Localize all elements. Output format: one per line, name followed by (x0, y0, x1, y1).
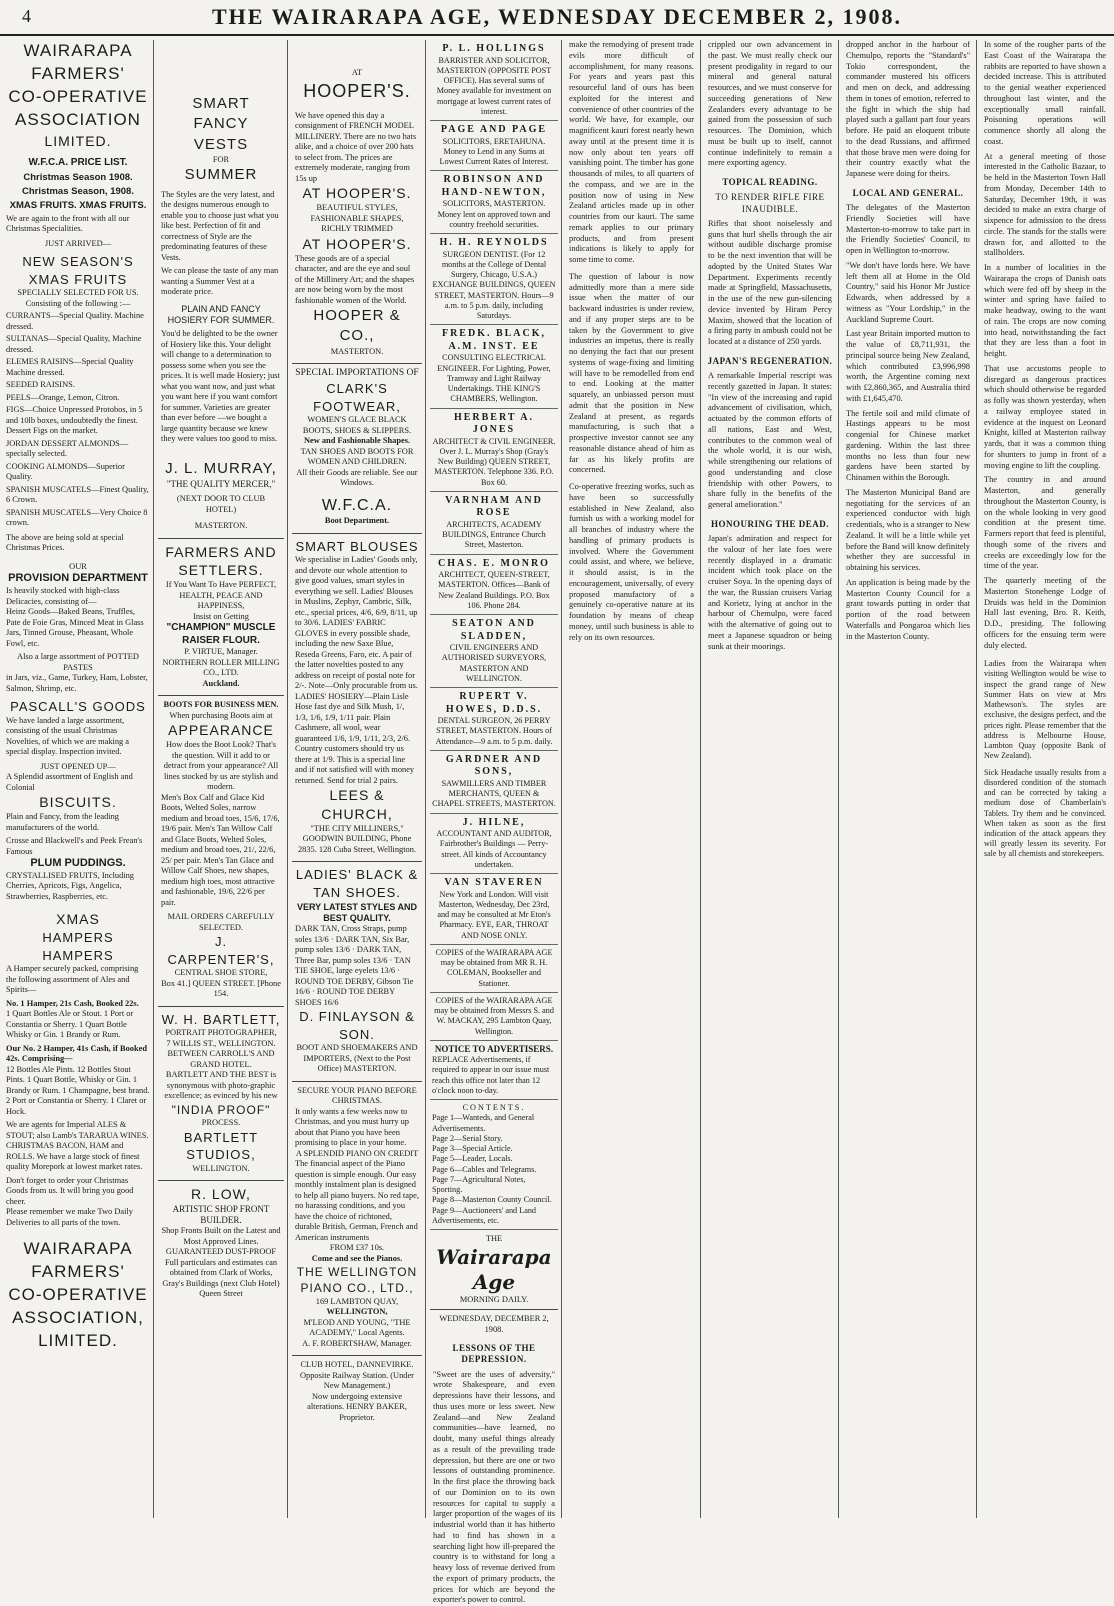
issue-date: WEDNESDAY, DECEMBER 2, 1908. (430, 1314, 558, 1335)
morning-daily: MORNING DAILY. (430, 1295, 558, 1306)
finlayson-advert (292, 862, 422, 1081)
fruit-item: SPANISH MUSCATELS—Finest Quality, 6 Crown. (6, 485, 150, 506)
tan-shoes: TAN SHOES AND BOOTS FOR WOMEN AND CHILDREN. (295, 447, 419, 468)
contents-item: Page 5—Leader, Locals. (432, 1154, 556, 1164)
club-hotel-text: Now undergoing extensive alterations. HENRY BAKER, Proprietor. (295, 1392, 419, 1424)
biscuits-text: Plain and Fancy, from the leading manufacturers of the world. (6, 812, 150, 833)
rifle-heading: TO RENDER RIFLE FIRE INAUDIBLE. (705, 192, 835, 215)
piano-city: WELLINGTON, (295, 1307, 419, 1318)
nameplate-the: THE (430, 1234, 558, 1245)
boots-when: When purchasing Boots aim at (161, 711, 281, 722)
portrait-photographer: PORTRAIT PHOTOGRAPHER, (161, 1028, 281, 1039)
column-local (843, 40, 973, 1518)
come-see: Come and see the Pianos. (295, 1254, 419, 1265)
wfca-name-3: CO-OPERATIVE (6, 86, 150, 109)
hamper-2-items: 12 Bottles Ale Pints. 12 Bottles Stout Pints. 1 Quart Bottle, Whisky or Gin. 1 Brandy or Rum. 1 Champagne, best brand. 2 Port or Constantia or Sherry. 1 Claret or Hock. (6, 1065, 150, 1118)
piano-heading: SECURE YOUR PIANO BEFORE CHRISTMAS. (295, 1086, 419, 1107)
boots-list: Men's Box Calf and Glace Kid Boots, Welted Soles, narrow medium and broad toes, 15/6, 17/6, 19/6 pair. Men's Tan Willow Calf and Glace Boots, Welted Soles, medium and broad toes, 21/, 22/6, 25/ per pair. Men's Tan Glace and Willow Calf Shoes, new shapes, medium high toes, most attractive and fashionable, 19/6, 22/6 per pair. (161, 793, 281, 909)
wfca-name-1: WAIRARAPA (6, 40, 150, 63)
opened-text: A Splendid assortment of English and Colonial (6, 772, 150, 793)
india-proof: "INDIA PROOF" (161, 1102, 281, 1118)
provision-heading: PROVISION DEPARTMENT (6, 572, 150, 586)
business-card (430, 325, 558, 408)
card-text: ARCHITECT & CIVIL ENGINEER. Over J. L. Murray's Shop (Gray's New Building) QUEEN STREET, MASTERTON. Telephone 336. P.O. Box 60. (432, 437, 556, 488)
goodwin-building: GOODWIN BUILDING, Phone 2835. 128 Cuba Street, Wellington. (295, 834, 419, 855)
business-card (430, 615, 558, 688)
new-season-heading: NEW SEASON'S XMAS FRUITS (6, 253, 150, 288)
fittings-text: Full particulars and estimates can obtained from Clark of Works, Gray's Buildings (next Club Hotel) Queen Street (161, 1258, 281, 1300)
lees-church-advert (292, 534, 422, 863)
plum-intro: Crosse and Blackwell's and Peek Frean's Famous (6, 836, 150, 857)
local-item: The country in and around Masterton, and generally throughout the Masterton County, is on the whole looking in very good condition at the present time. Farmers report that feed is plentiful, though some of the rivers and creeks are exceedingly low for the time of the year. (981, 475, 1109, 572)
advertisers-notice (430, 1041, 558, 1100)
card-text: SOLICITORS, ERETAHUNA. Money to Lend in any Sums at Lowest Current Rates of Interest. (432, 137, 556, 168)
contents-item: Page 3—Special Article. (432, 1144, 556, 1154)
remember-text: Please remember we make Two Daily Deliveries to all parts of the town. (6, 1207, 150, 1228)
business-card (430, 688, 558, 751)
topical-heading: TOPICAL READING. (705, 177, 835, 188)
orders-text: Don't forget to order your Christmas Goods from us. It will bring you good cheer. (6, 1176, 150, 1208)
piano-advert (292, 1082, 422, 1356)
appearance-heading: APPEARANCE (161, 721, 281, 740)
rifle-text: Rifles that shoot noiselessly and guns that hurl shells through the air without audible discharge promise to be the next invention that will be adopted by the United States War Department. Experiments recently made at Springfield, Massachusetts, in the use of the new gun-silencing device invented by Hiram Percy Maxim, showed that the location of a firing party in ambush could not be located at a distance of 250 yards. (705, 219, 835, 348)
piano-text-2: The financial aspect of the Piano question is simple enough. Our easy monthly instalment plan is designed to help all piano buyers. No red tape, no harassing conditions, and you have the choice of richtoned, durable British, German, French and American instruments (295, 1159, 419, 1243)
central-shoe-store: CENTRAL SHOE STORE, (161, 968, 281, 979)
clarks-advert (292, 364, 422, 534)
fruit-item: SEEDED RAISINS. (6, 380, 150, 391)
wellington-piano: THE WELLINGTON PIANO CO., LTD., (295, 1264, 419, 1296)
ladies-hosiery: LADIES' HOSIERY—Plain Lisle Hose fast dye and Silk Mush, 1/, 1/3, 1/6, 1/9, 1/11 pair. Plain Cashmere, all wool, wear guaranteed 1/6, 1/9, 1/11, 2/3, 2/6. Country customers should try us there at 1/9. This is a special line and if not satisfied will with money returned. Send for trial 2 pairs. (295, 692, 419, 787)
business-card (430, 40, 558, 121)
mail-orders: MAIL ORDERS CAREFULLY SELECTED. (161, 912, 281, 933)
local-general-heading: LOCAL AND GENERAL. (843, 188, 973, 199)
copies-notice (430, 993, 558, 1041)
card-text: SAWMILLERS AND TIMBER MERCHANTS, QUEEN & CHAPEL STREETS, MASTERTON. (432, 779, 556, 810)
wfca-foot-3: CO-OPERATIVE (6, 1284, 150, 1307)
agents-text: We are agents for Imperial ALES & STOUT; also Lamb's TARARUA WINES. CHRISTMAS BACON, HAM and ROLLS. We have a large stock of finest quality Morepork at lowest market rates. (6, 1120, 150, 1173)
local-item: At a general meeting of those interested in the Catholic Bazaar, to be held in the Masterton Town Hall from Monday, December 14th to Saturday, December 19th, it was decided to make an extra charge of sixpence for admission to the dress circle. The stands for the stalls were drawn for, and allotted to the stallholders. (981, 152, 1109, 260)
wfca-name-5: LIMITED. (6, 132, 150, 151)
special-importations: SPECIAL IMPORTATIONS OF (295, 368, 419, 380)
low-advert (158, 1181, 284, 1306)
piano-price: FROM £37 10s. (295, 1243, 419, 1254)
vests-line-1: SMART (161, 94, 281, 114)
column-editorial (566, 40, 697, 1518)
piano-manager: A. F. ROBERTSHAW, Manager. (295, 1339, 419, 1350)
business-card (430, 751, 558, 814)
plum-heading: PLUM PUDDINGS. (6, 857, 150, 871)
vests-line-3: VESTS (161, 135, 281, 155)
crystal-text: CRYSTALLISED FRUITS, Including Cherries, Apricots, Figs, Angelica, Strawberries, Raspberries, etc. (6, 871, 150, 903)
local-item: An application is being made by the Masterton County Council for a grant towards putting in order that portion of the road between Waterfalls and Pongaroa which lies in the Masterton County. (843, 578, 973, 643)
card-text: CONSULTING ELECTRICAL ENGINEER. For Lighting, Power, Tramway and Light Railway Undertakings. THE KING'S CHAMBERS, Wellington. (432, 353, 556, 404)
season-line-2: Christmas Season, 1908. (8, 186, 148, 198)
page-number: 4 (22, 6, 31, 27)
hosiery-heading: PLAIN AND FANCY HOSIERY FOR SUMMER. (161, 304, 281, 327)
card-name: H. H. REYNOLDS (432, 237, 556, 250)
fruit-item: ELEMES RAISINS—Special Quality Machine dressed. (6, 357, 150, 378)
card-text: DENTAL SURGEON, 26 PERRY STREET, MASTERTON. Hours of Attendance—9 a.m. to 5 p.m. daily. (432, 716, 556, 747)
lees-church: LEES & CHURCH, (295, 786, 419, 824)
latest-styles: VERY LATEST STYLES AND BEST QUALITY. (295, 902, 419, 925)
column-rule (838, 40, 839, 1518)
contents-item: Page 8—Masterton County Council. (432, 1195, 556, 1205)
xmas-heading: XMAS (6, 910, 150, 929)
card-text: ARCHITECTS, ACADEMY BUILDINGS, Entrance Church Street, Masterton. (432, 520, 556, 551)
contents-item: Page 9—Auctioneers' and Land Advertisements, etc. (432, 1206, 556, 1227)
fruit-item: FIGS—Choice Unpressed Protobos, in 5 and 10lb boxes, undoubtedly the finest. Dessert Figs on the market. (6, 405, 150, 437)
card-name: RUPERT V. HOWES, D.D.S. (432, 691, 556, 716)
health-text: If You Want To Have PERFECT, HEALTH, PEACE AND HAPPINESS, (161, 580, 281, 612)
vests-line-2: FANCY (161, 114, 281, 134)
fruit-item: JORDAN DESSERT ALMONDS—specially selected. (6, 439, 150, 460)
hamper-2-heading: Our No. 2 Hamper, 41s Cash, if Booked 42s. Comprising— (6, 1044, 150, 1065)
bartlett-advert (158, 1007, 284, 1181)
local-item: The fertile soil and mild climate of Hastings appears to be most congenial for Chinese market gardening. Within the last three months no less than four new gardens have been started by Chinamen within the Borough. (843, 409, 973, 484)
paper-nameplate (430, 1230, 558, 1310)
dust-proof: GUARANTEED DUST-PROOF (161, 1247, 281, 1258)
business-card (430, 555, 558, 616)
provision-items: Heinz Goods—Baked Beans, Truffles, Pate de Foie Gras, Minced Meat in Glass Jars, Tinned Grouse, Pheasant, Whole Fowl, etc. (6, 607, 150, 649)
contents-heading: CONTENTS. (432, 1103, 556, 1113)
at-hoopers-1: AT HOOPER'S. (295, 184, 419, 203)
contents-item: Page 7—Agricultural Notes, Sporting. (432, 1175, 556, 1196)
column-rule (287, 40, 288, 1518)
contents-item: Page 1—Wanteds, and General Advertisements. (432, 1113, 556, 1134)
column-rule (700, 40, 701, 1518)
gem-text: These goods are of a special character, and are the eye and soul of the Millinery Art; and the shapes are now being worn by the most fashionable women of the World. (295, 254, 419, 307)
hoopers-advert (292, 40, 422, 364)
editorial-end: crippled our own advancement in the past. We must really check our present prodigality in regard to our mineral and general natural resources, and we must conserve for succeeding generations of New Zealanders every advantage to be gained from the possession of such resources. The Dominion, which must be built up to itself, cannot continue indefinitely to remain a mere exporting agency. (705, 40, 835, 169)
insist-line: Insist on Getting (161, 612, 281, 623)
copies-text-1: COPIES of the WAIRARAPA AGE may be obtained from MR R. H. COLEMAN, Bookseller and Stationer. (432, 948, 556, 989)
card-name: FREDK. BLACK, A.M. INST. EE (432, 328, 556, 353)
notice-text: REPLACE Advertisements, if required to appear in our issue must reach this office not later than 12 o'clock noon to-day. (432, 1055, 556, 1096)
newspaper-title: THE WAIRARAPA AGE, WEDNESDAY DECEMBER 2, 1908. (0, 4, 1114, 30)
boots-text: How does the Boot Look? That's the question. Will it add to or detract from your appearance? All lines stocked by us are stylish and modern. (161, 740, 281, 793)
styles-line: BEAUTIFUL STYLES, FASHIONABLE SHAPES, RICHLY TRIMMED (295, 203, 419, 235)
column-rule (153, 40, 154, 1518)
bartlett-studios: BARTLETT STUDIOS, (161, 1129, 281, 1164)
bartlett-text: BARTLETT AND THE BEST is synonymous with photo-graphic excellence; as evinced by his new (161, 1070, 281, 1102)
notice-heading: NOTICE TO ADVERTISERS. (432, 1044, 556, 1055)
card-text: ACCOUNTANT AND AUDITOR, Fairbrother's Buildings — Perry-street. All kinds of Accountancy undertaken. (432, 829, 556, 870)
business-card (430, 171, 558, 234)
card-name: HERBERT A. JONES (432, 412, 556, 437)
splendid-piano: A SPLENDID PIANO ON CREDIT (295, 1149, 419, 1160)
japan-heading: JAPAN'S REGENERATION. (705, 356, 835, 367)
soya-continued: dropped anchor in the harbour of Chemulpo, reports the "Standard's" Tokio correspondent, the commander mustered his officers and men on deck, and addressing them in tones of emotion, referred to the fight in which the ship had played such a gallant part four years before. He paid an eloquent tribute to the dead Russians, and affirmed that those brave men were doing for their country exactly what the Japanese were doing for theirs. (843, 40, 973, 180)
card-name: GARDNER AND SONS, (432, 754, 556, 779)
contents-box (430, 1100, 558, 1230)
business-card (430, 409, 558, 492)
card-name: SEATON AND SLADDEN, (432, 618, 556, 643)
column-local-continued (981, 40, 1109, 1518)
shoes-list: DARK TAN, Cross Straps, pump soles 13/6 · DARK TAN, Six Bar, pump soles 13/6 · DARK TAN, Three Bar, pump soles 13/6 · TAN TIE SHOE, large eyelets 13/6 · ROUND TOE DERBY, Gibson Tie 16/6 · ROUND TOE DERBY SHOES 16/6 (295, 924, 419, 1008)
hamper-1-items: 1 Quart Bottles Ale or Stout. 1 Port or Constantia or Sherry. 1 Quart Bottle Whisky or Gin. 1 Brandy or Rum. (6, 1009, 150, 1041)
artistic-builder: ARTISTIC SHOP FRONT BUILDER. (161, 1204, 281, 1227)
business-card (430, 121, 558, 171)
intro-text: We are again to the front with all our Christmas Specialities. (6, 214, 150, 235)
fruit-item: SPANISH MUSCATELS—Very Choice 8 crown. (6, 508, 150, 529)
piano-text: It only wants a few weeks now to Christmas, and you must hurry up about that Piano you have been promising to place in your home. (295, 1107, 419, 1149)
fruit-item: COOKING ALMONDS—Superior Quality. (6, 462, 150, 483)
card-name: CHAS. E. MONRO (432, 558, 556, 571)
boot-department: Boot Department. (295, 516, 419, 527)
flour-advert (158, 539, 284, 697)
card-text: BARRISTER AND SOLICITOR, MASTERTON (OPPOSITE POST OFFICE). Has several sums of Money available for investment on mortgage at lowest current rates of interest. (432, 56, 556, 118)
hampers-text: A Hamper securely packed, comprising the following assortment of Ales and Spirits— (6, 964, 150, 996)
contents-item: Page 2—Serial Story. (432, 1134, 556, 1144)
vests-for: FOR (161, 155, 281, 166)
column-rule (976, 40, 977, 1518)
wfca-foot-2: FARMERS' (6, 1261, 150, 1284)
card-name: VARNHAM AND ROSE (432, 495, 556, 520)
fruit-item: PEELS—Orange, Lemon, Citron. (6, 393, 150, 404)
womens-boots: WOMEN'S GLACE BLACK BOOTS, SHOES & SLIPPERS. (295, 415, 419, 436)
wfca-name-4: ASSOCIATION (6, 109, 150, 132)
sold-at-line: The above are being sold at special Christmas Prices. (6, 533, 150, 554)
hamper-1-heading: No. 1 Hamper, 21s Cash, Booked 22s. (6, 999, 150, 1010)
consisting-line: Consisting of the following :— (6, 299, 150, 310)
quality-mercer: "THE QUALITY MERCER," (161, 479, 281, 490)
business-card (430, 234, 558, 325)
headache-notice: Sick Headache usually results from a disordered condition of the stomach and can be corrected by taking a medium dose of Chamberlain's Tablets. Try them and be convinced. When taken as soon as the first indication of the attack appears they will greatly lessen its severity. For sale by all chemists and storekeepers. (981, 768, 1109, 860)
local-item: "We don't have lords here. We have left them all at Home in the Old Country," said his Honor Mr Justice Edwards, when addressed by a witness as "Your Lordship," in the Auckland Supreme Court. (843, 261, 973, 326)
local-item: The Masterton Municipal Band are negotiating for the services of an experienced conductor with high credentials, who is a stranger to New Zealand. It will be a little while yet before the Band will know definitely whether they are successful in obtaining his services. (843, 488, 973, 574)
boots-advert (158, 696, 284, 1006)
masthead (0, 0, 1114, 36)
japan-text: A remarkable Imperial rescript was recently gazetted in Japan. It states: "In view of the increasing and rapid advancement of civilisation, which, actuated by the common efforts of all nations, East and West, contributes to the common weal of the whole world, it is our wish, while strengthening our relations of good understanding and close friendship with other Powers, to share fully in the benefits of the general amelioration." (705, 371, 835, 511)
wfca-foot-5: LIMITED. (6, 1330, 150, 1353)
card-text: New York and London. Will visit Masterton, Wednesday, Dec 23rd, and may be consulted at Mr Eton's Pharmacy. EYE, EAR, THROAT AND NOSE ONLY. (432, 890, 556, 941)
just-arrived: JUST ARRIVED— (6, 239, 150, 250)
dead-text: Japan's admiration and respect for the valour of her late foes were recently displayed in a dramatic incident which took place on the cruiser Soya. In the opening days of the war, the Russian cruisers Variag and Korietz, lying at anchor in the harbour of Chemulpo, were faced with the alternative of going out to meet a Japanese squadron or being sunk at their moorings. (705, 534, 835, 652)
our-line: OUR (6, 562, 150, 573)
boots-heading: BOOTS FOR BUSINESS MEN. (161, 700, 281, 711)
bartlett-name: W. H. BARTLETT, (161, 1011, 281, 1029)
bootmakers: BOOT AND SHOEMAKERS AND IMPORTERS, (Next to the Post Office) MASTERTON. (295, 1043, 419, 1075)
business-card (430, 492, 558, 555)
copies-text-2: COPIES of the WAIRARAPA AGE may be obtained from Messrs S. and W. MACKAY, 295 Lambton Quay, Wellington. (432, 996, 556, 1037)
season-line-1: Christmas Season 1908. (8, 172, 148, 184)
hampers-heading: HAMPERS HAMPERS (6, 929, 150, 964)
local-item: In a number of localities in the Wairarapa the crops of Danish oats which were fed off by sheep in the winter and spring have failed to make headway, owing to the want of rain. The crops are now coming into head, notwithstanding the fact that they are less than a foot in height. (981, 263, 1109, 360)
wfca-foot-4: ASSOCIATION, (6, 1307, 150, 1330)
club-hotel-note: (NEXT DOOR TO CLUB HOTEL) (161, 494, 281, 515)
vests-line-4: SUMMER (161, 165, 281, 185)
column-rule (425, 40, 426, 1518)
selected-line: SPECIALLY SELECTED FOR US. (6, 288, 150, 299)
fruit-item: CURRANTS—Special Quality. Machine dressed. (6, 311, 150, 332)
local-item: That use accustoms people to disregard as dangerous practices which should otherwise be regarded as folly was shown yesterday, when a railway employee stated in evidence at the inquest on Leonard Knight, killed at Masterton railway yards, that it was a common thing for shunters to jump in front of a moving engine to lift the coupling. (981, 364, 1109, 472)
card-name: PAGE AND PAGE (432, 124, 556, 137)
city-milliners: "THE CITY MILLINERS," (295, 824, 419, 835)
process-line: PROCESS. (161, 1118, 281, 1129)
pascall-text: We have landed a large assortment, consisting of the usual Christmas Novelties, of which we are making a special display. Inspection invited. (6, 716, 150, 758)
reliable-line: All their Goods are reliable. See our Windows. (295, 468, 419, 489)
club-hotel: CLUB HOTEL, DANNEVIRKE. Opposite Railway Station. (Under New Management.) (295, 1360, 419, 1392)
carpenter-address: Box 41.] QUEEN STREET. [Phone 154. (161, 979, 281, 1000)
card-name: J. HILNE, (432, 817, 556, 830)
hooper-co: HOOPER & CO., (295, 306, 419, 347)
card-name: VAN STAVEREN (432, 877, 556, 890)
opened-line: JUST OPENED UP— (6, 762, 150, 773)
season-line-3: XMAS FRUITS. XMAS FRUITS. (8, 200, 148, 212)
price-list-heading: W.F.C.A. PRICE LIST. (6, 157, 150, 170)
card-text: ARCHITECT, QUEEN-STREET, MASTERTON. Offices—Bank of New Zealand Buildings. P.O. Box 106. Phone 284. (432, 570, 556, 611)
wfca-name-2: FARMERS' (6, 63, 150, 86)
murray-town: MASTERTON. (161, 521, 281, 532)
pascall-heading: PASCALL'S GOODS (6, 698, 150, 716)
column-murray-bartlett (158, 40, 284, 1518)
vests-text-2: We can please the taste of any man wanting a Summer Vest at a moderate price. (161, 266, 281, 298)
virtue-manager: P. VIRTUE, Manager. (161, 647, 281, 658)
column-cards (430, 40, 558, 1518)
clarks-heading: CLARK'S FOOTWEAR, (295, 380, 419, 415)
farmers-settlers-heading: FARMERS AND SETTLERS. (161, 543, 281, 581)
dead-heading: HONOURING THE DEAD. (705, 519, 835, 530)
hosiery-text: You'd be delighted to be the owner of Hosiery like this. Your delight will change to a determination to possess some when you see the prices. It is well made Hosiery; just what you want now, and just what you want here if you want comfort for summer. Varieties are greater than ever before —we bought a large quantity because we knew they were values too good to miss. (161, 329, 281, 445)
studios-town: WELLINGTON. (161, 1164, 281, 1175)
hats-notice: Ladies from the Wairarapa when visiting Wellington would be wise to inspect the grand range of New Summer Hats on view at Mrs Mathewson's. The styles are exclusive, the designs perfect, and the prices right. Please remember that the address is Melbourne House, Lambton Quay (opposite Bank of New Zealand). (981, 659, 1109, 761)
column-rule (561, 40, 562, 1518)
biscuits-heading: BISCUITS. (6, 793, 150, 812)
nameplate-title: Wairarapa Age (430, 1245, 558, 1295)
potted-text: in Jars, viz., Game, Turkey, Ham, Lobster, Salmon, Shrimp, etc. (6, 673, 150, 694)
wfca-advert (6, 40, 150, 1353)
at-hoopers-2: AT HOOPER'S. (295, 235, 419, 254)
contents-item: Page 6—Cables and Telegrams. (432, 1165, 556, 1175)
ladies-shoes-heading: LADIES' BLACK & TAN SHOES. (295, 866, 419, 901)
local-agents: M'LEOD AND YOUNG, "THE ACADEMY," Local Agents. (295, 1318, 419, 1339)
blouses-text: We specialise in Ladies' Goods only, and devote our whole attention to give good values, smart styles in everything we sell. Ladies' Blouses in Muslins, Zephyr, Cambric, Silk, etc., special prices, 4/6, 6/9, 8/11, up to 30/6. LADIES' FABRIC GLOVES in every possible shade, including the new Saxe Blue, Reseda Greens, Faro, etc. A pair of the latter novelties posted to any address on receipt of postal note for 2/-. Note—Only procurable from us. (295, 555, 419, 692)
card-text: CIVIL ENGINEERS AND AUTHORISED SURVEYORS, MASTERTON AND WELLINGTON. (432, 643, 556, 684)
local-item: The delegates of the Masterton Friendly Societies will have Masterton-to-morrow to take part in the Friendly Societies' Council, to open in Wellington to-morrow. (843, 203, 973, 257)
bartlett-address: 7 WILLIS ST., WELLINGTON. (161, 1039, 281, 1050)
business-card (430, 814, 558, 875)
editorial-continued: make the remodying of present trade evils more difficult of accomplishment, for many reasons. For years and years past this resourceful land of ours has been exploited for the interest and convenience of other countries of the world. We have, for example, our magnificent kauri forest nearly hewn away until at the present time it is now only about ten years off vanishing point. The timber has gone thousands of miles, to all quarters of the compass, and we are in the position now of using in New Zealand articles made up in other countries from our kauri. The same remark applies to our primary products, and from present indications is likely to apply for some time to come. (566, 40, 697, 266)
hoopers-text: We have opened this day a consignment of FRENCH MODEL MILLINERY. There are no two hats alike, and a choice of over 200 hats to select from. The prices are extremely moderate, ranging from 15s up (295, 111, 419, 185)
fruit-item: SULTANAS—Special Quality, Machine dressed. (6, 334, 150, 355)
column-hoopers (292, 40, 422, 1518)
lambton-quay: 169 LAMBTON QUAY, (295, 1297, 419, 1308)
murray-name: J. L. MURRAY, (161, 459, 281, 479)
blouses-heading: SMART BLOUSES (295, 538, 419, 556)
local-item: Last year Britain imported mutton to the value of £8,711,931, the principal source being New Zealand, which contributed £3,996,998 worth, the Argentine coming next with £2,860,365, and Australia third with £1,645,470. (843, 329, 973, 404)
vests-text: The Styles are the very latest, and the designs numerous enough to enable you to choose just what you like best. Perfection of fit and correctness of Style are the predominating features of these Vests. (161, 190, 281, 264)
finlayson-name: D. FINLAYSON & SON. (295, 1008, 419, 1043)
carpenter-name: J. CARPENTER'S, (161, 933, 281, 968)
at-line: AT (295, 68, 419, 79)
editorial-cooperative: Co-operative freezing works, such as have been so successfully established in New Zealand, also furnish us with a working model for all branches of industry where the handling of primary products is involved. Where the Government could assist, and where, we believe, it should assist, is in the encouragement, universally, of every proposed manufactory of a genuinely co-operative nature at its foundation by means of cheap money, until such business is able to rely on its own resources. (566, 482, 697, 643)
provision-text: Is heavily stocked with high-class Delicacies, consisting of— (6, 586, 150, 607)
vests-advert (158, 40, 284, 539)
fronts-text: Shop Fronts Built on the Latest and Most Approved Lines. (161, 1226, 281, 1247)
hoopers-heading: HOOPER'S. (295, 79, 419, 103)
wfca-foot-1: WAIRARAPA (6, 1238, 150, 1261)
hooper-town: MASTERTON. (295, 347, 419, 358)
business-card (430, 874, 558, 945)
new-shapes: New and Fashionable Shapes. (295, 436, 419, 447)
column-topical (705, 40, 835, 1518)
local-item: The quarterly meeting of the Masterton Stonehenge Lodge of Druids was held in the Dominion Hall last evening, Bro. R. Keith, D.D., presiding. The following officers for the ensuing term were duly elected. (981, 576, 1109, 651)
copies-notice (430, 945, 558, 993)
card-name: ROBINSON AND HAND-NEWTON, (432, 174, 556, 199)
editorial-heading: LESSONS OF THE DEPRESSION. (430, 1343, 558, 1366)
wfca-boot: W.F.C.A. (295, 495, 419, 517)
champion-flour: "CHAMPION" MUSCLE RAISER FLOUR. (161, 622, 281, 647)
card-text: SURGEON DENTIST. (For 12 months at the College of Dental Surgery, Chicago, U.S.A.) EXCHANGE BUILDINGS, QUEEN STREET, MASTERTON. Hours—9 a.m. to 5 p.m. daily, including Saturdays. (432, 250, 556, 322)
low-name: R. LOW, (161, 1185, 281, 1204)
roller-milling: NORTHERN ROLLER MILLING CO., LTD. (161, 658, 281, 679)
column-wfca (6, 40, 150, 1518)
club-hotel-advert (292, 1356, 422, 1429)
card-text: SOLICITORS, MASTERTON. Money lent on approved town and country freehold securities. (432, 199, 556, 230)
local-item: In some of the rougher parts of the East Coast of the Wairarapa the rabbits are reported to have shown a decided increase. This is attributed to the genial weather experienced throughout last winter, and the exceptionally small rainfall. Poisoning operations will commence shortly all along the coast. (981, 40, 1109, 148)
auckland: Auckland. (161, 679, 281, 690)
editorial-labour: The question of labour is now admittedly more than a mere side issue when the matter of our backward industries is under review, and if any proper steps are to be taken by the Government to give industries an impetus, there is really no denying the fact that our present systems of wage-fixing and limiting will have to be remodelled from end to end. Looking at the matter squarely, an unbiassed person must admit that the position in New Zealand at present, as regards manufacturing, is such that a prospective investor cannot see any reasonable distance ahead of him as far as his likely profits are concerned. (566, 272, 697, 476)
card-name: P. L. HOLLINGS (432, 43, 556, 56)
bartlett-between: BETWEEN CARROLL'S AND GRAND HOTEL. (161, 1049, 281, 1070)
editorial-text: "Sweet are the uses of adversity," wrote Shakespeare, and even depressions have their lessons, and thus uses more or less sweet. New Zealand—and New Zealand communities—have learned, no doubt, many useful things already as a result of the prevailing trade depression, but there are one or two lessons of outstanding prominence. In the first place the throwing back of our Dominion on to its own resources for capital to supply a larger proportion of the wages of its industrial world than it has hitherto had to find has shown in a searching light how ill-prepared the country is to withstand for long a heavy loss of revenue derived from the export of primary products, the prices for which are beyond the exporter's power to control. (430, 1370, 558, 1606)
potted-intro: Also a large assortment of POTTED PASTES (6, 652, 150, 673)
